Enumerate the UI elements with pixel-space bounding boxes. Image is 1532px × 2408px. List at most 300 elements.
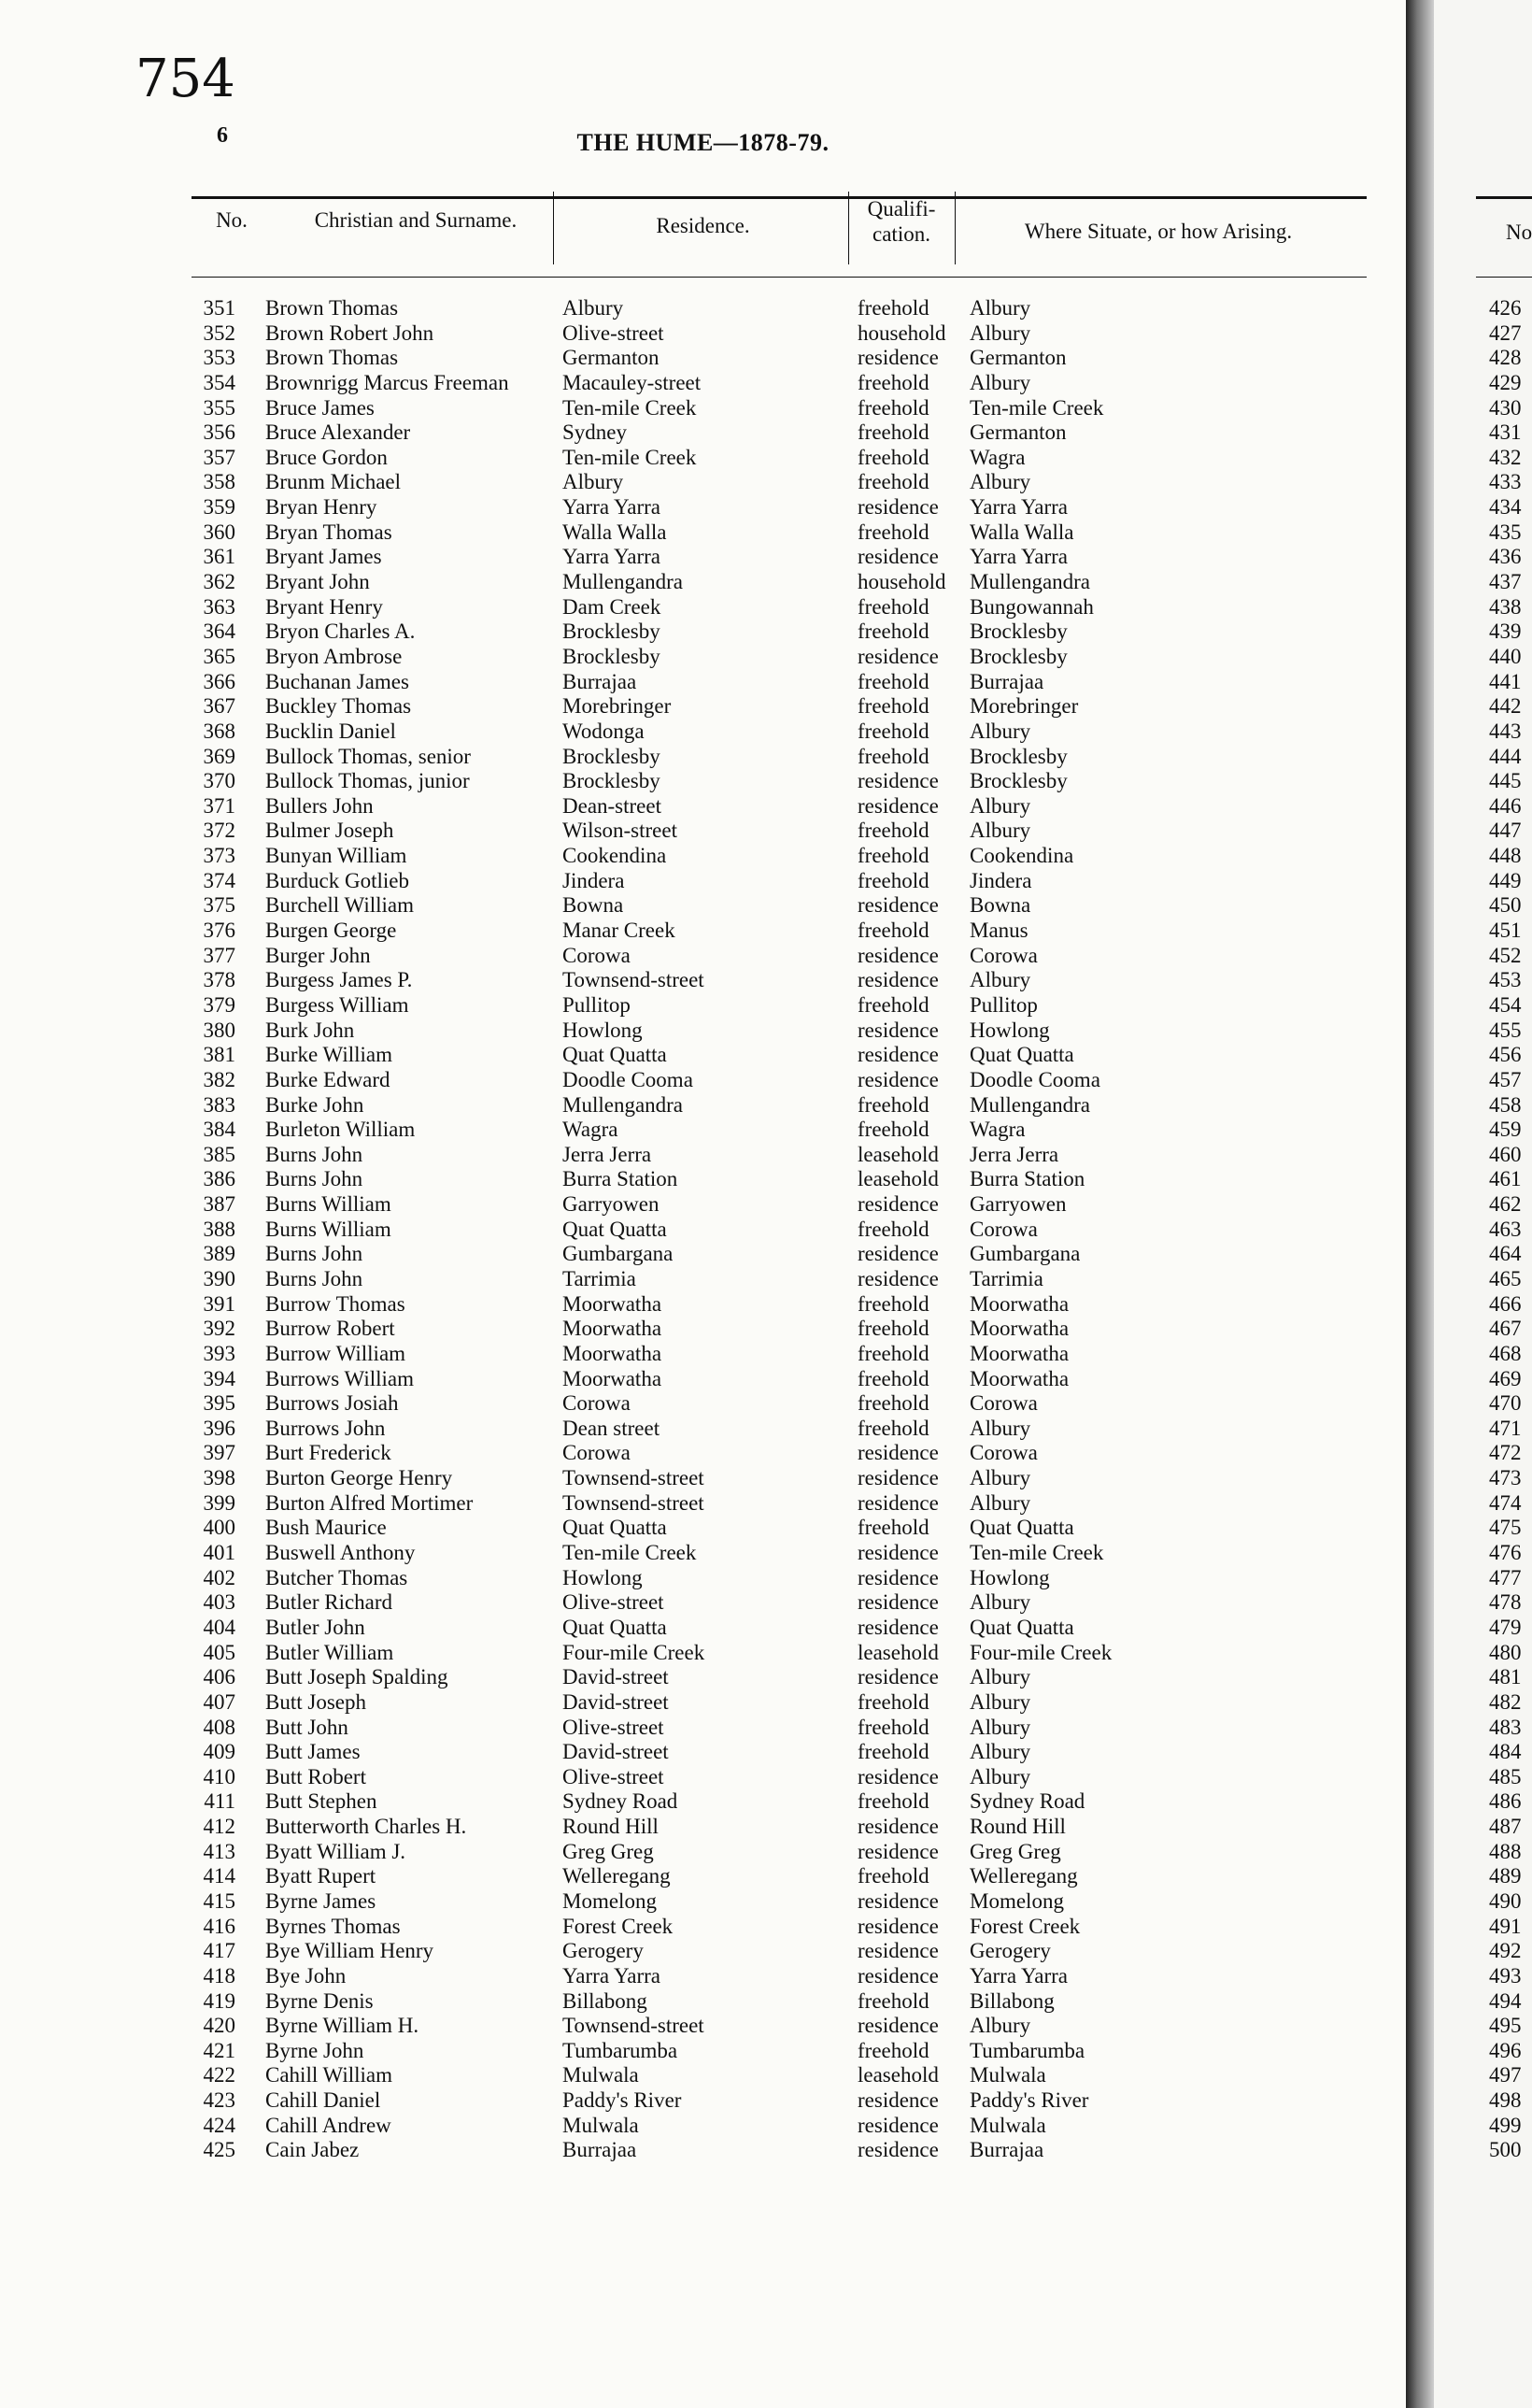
table-row	[0, 495, 1406, 520]
where-situate: Ten-mile Creek	[970, 1541, 1104, 1565]
qualification: freehold	[858, 1317, 929, 1341]
page-number: 6	[217, 123, 228, 148]
qualification: freehold	[858, 296, 929, 320]
where-situate: Garryowen	[970, 1192, 1067, 1217]
entry-number: 404	[203, 1615, 235, 1639]
voter-name: Burduck Gotlieb	[265, 868, 409, 892]
where-situate: Burra Station	[970, 1167, 1085, 1191]
entry-number: 384	[203, 1118, 235, 1142]
voter-name: Burt Frederick	[265, 1441, 391, 1465]
voter-name: Butt John	[265, 1715, 348, 1739]
voter-name: Bryant John	[265, 570, 370, 594]
qualification: residence	[858, 644, 939, 668]
where-situate: Albury	[970, 1764, 1031, 1788]
header-where: Where Situate, or how Arising.	[1024, 220, 1293, 243]
residence: Burrajaa	[562, 2138, 637, 2162]
adjacent-entry-number: 492	[1489, 1939, 1522, 1963]
header-no: No.	[216, 208, 248, 232]
entry-number: 380	[203, 1018, 235, 1042]
column-divider	[848, 192, 849, 264]
voter-name: Bye John	[265, 1963, 347, 1988]
where-situate: Albury	[970, 1490, 1031, 1515]
voter-name: Burton George Henry	[265, 1466, 453, 1490]
qualification: freehold	[858, 669, 929, 693]
voter-name: Burgess James P.	[265, 968, 413, 992]
qualification: leasehold	[858, 1167, 939, 1191]
voter-name: Butcher Thomas	[265, 1565, 408, 1589]
entry-number: 416	[203, 1914, 235, 1938]
entry-number: 397	[203, 1441, 235, 1465]
table-row	[0, 570, 1406, 595]
entry-number: 425	[203, 2138, 235, 2162]
entry-number: 411	[204, 1789, 235, 1814]
residence: Sydney Road	[562, 1789, 678, 1814]
where-situate: Corowa	[970, 1391, 1038, 1416]
where-situate: Wagra	[970, 445, 1026, 469]
residence: Four-mile Creek	[562, 1640, 705, 1664]
where-situate: Albury	[970, 321, 1031, 345]
where-situate: Albury	[970, 968, 1031, 992]
entry-number: 356	[203, 420, 235, 445]
voter-name: Bryan Henry	[265, 495, 377, 520]
residence: Garryowen	[562, 1192, 660, 1217]
entry-number: 418	[203, 1963, 235, 1988]
where-situate: Gerogery	[970, 1939, 1051, 1963]
qualification: freehold	[858, 1092, 929, 1117]
adjacent-entry-number: 443	[1489, 719, 1522, 743]
residence: Macauley-street	[562, 370, 702, 394]
table-row	[0, 1466, 1406, 1491]
qualification: freehold	[858, 2038, 929, 2062]
residence: Quat Quatta	[562, 1516, 667, 1540]
adjacent-entry-number: 438	[1489, 594, 1522, 619]
qualification: residence	[858, 943, 939, 967]
table-row	[0, 1939, 1406, 1964]
qualification: residence	[858, 793, 939, 818]
qualification: residence	[858, 346, 939, 370]
adjacent-entry-number: 465	[1489, 1266, 1522, 1290]
where-situate: Howlong	[970, 1565, 1050, 1589]
residence: Pullitop	[562, 992, 631, 1017]
qualification: freehold	[858, 844, 929, 868]
entry-number: 419	[203, 1988, 235, 2013]
table-row	[0, 2088, 1406, 2114]
voter-name: Burton Alfred Mortimer	[265, 1490, 474, 1515]
entry-number: 383	[203, 1092, 235, 1117]
entry-number: 370	[203, 769, 235, 793]
voter-name: Cahill Andrew	[265, 2113, 391, 2137]
entry-number: 362	[203, 570, 235, 594]
qualification: freehold	[858, 420, 929, 445]
qualification: freehold	[858, 594, 929, 619]
adjacent-entry-number: 466	[1489, 1291, 1522, 1316]
entry-number: 415	[203, 1889, 235, 1913]
residence: Round Hill	[562, 1815, 659, 1839]
qualification: residence	[858, 2113, 939, 2137]
where-situate: Mullengandra	[970, 570, 1091, 594]
table-row	[0, 745, 1406, 770]
residence: Wagra	[562, 1118, 618, 1142]
residence: Ten-mile Creek	[562, 445, 697, 469]
adjacent-entry-number: 458	[1489, 1092, 1522, 1117]
voter-name: Byatt Rupert	[265, 1864, 376, 1888]
voter-name: Bruce Gordon	[265, 445, 388, 469]
residence: Olive-street	[562, 1715, 664, 1739]
adjacent-entry-number: 495	[1489, 2014, 1522, 2038]
table-row	[0, 1690, 1406, 1716]
qualification: residence	[858, 1889, 939, 1913]
voter-name: Bryon Charles A.	[265, 620, 416, 644]
table-row	[0, 1391, 1406, 1417]
adjacent-entry-number: 444	[1489, 744, 1522, 768]
adjacent-entry-number: 464	[1489, 1242, 1522, 1266]
entry-number: 386	[203, 1167, 235, 1191]
table-row	[0, 1541, 1406, 1566]
residence: Moorwatha	[562, 1341, 662, 1365]
residence: Mullengandra	[562, 570, 684, 594]
entry-number: 352	[203, 321, 235, 345]
table-row	[0, 769, 1406, 794]
entry-number: 390	[203, 1266, 235, 1290]
entry-number: 379	[203, 992, 235, 1017]
adjacent-entry-number: 500	[1489, 2138, 1522, 2162]
where-situate: Howlong	[970, 1018, 1050, 1042]
adjacent-entry-number: 471	[1489, 1416, 1522, 1440]
voter-name: Burger John	[265, 943, 371, 967]
table-row	[0, 1118, 1406, 1143]
voter-name: Burrow Thomas	[265, 1291, 405, 1316]
voter-name: Bryant Henry	[265, 594, 383, 619]
qualification: freehold	[858, 1715, 929, 1739]
residence: Moorwatha	[562, 1291, 662, 1316]
table-row	[0, 1765, 1406, 1790]
adjacent-entry-number: 439	[1489, 620, 1522, 644]
adjacent-entry-number: 470	[1489, 1391, 1522, 1416]
where-situate: Corowa	[970, 1217, 1038, 1241]
adjacent-header-no: No	[1506, 221, 1532, 244]
table-row	[0, 1342, 1406, 1367]
where-situate: Mulwala	[970, 2113, 1046, 2137]
qualification: freehold	[858, 919, 929, 943]
voter-name: Burchell William	[265, 893, 414, 918]
adjacent-entry-number: 447	[1489, 819, 1522, 843]
folio-stamp: 754	[135, 49, 235, 109]
residence: Townsend-street	[562, 2014, 704, 2038]
adjacent-entry-number: 486	[1489, 1789, 1522, 1814]
voter-name: Butler William	[265, 1640, 394, 1664]
entry-number: 378	[203, 968, 235, 992]
table-row	[0, 1317, 1406, 1342]
where-situate: Greg Greg	[970, 1839, 1061, 1863]
where-situate: Ten-mile Creek	[970, 395, 1104, 420]
table-row	[0, 1864, 1406, 1889]
voter-name: Butt Robert	[265, 1764, 366, 1788]
residence: Quat Quatta	[562, 1615, 667, 1639]
entry-number: 358	[203, 470, 235, 494]
where-situate: Germanton	[970, 346, 1067, 370]
table-row	[0, 720, 1406, 745]
table-row	[0, 1292, 1406, 1318]
where-situate: Albury	[970, 1416, 1031, 1440]
qualification: residence	[858, 1939, 939, 1963]
adjacent-entry-number: 432	[1489, 445, 1522, 469]
where-situate: Moorwatha	[970, 1317, 1070, 1341]
voter-name: Burrows William	[265, 1366, 415, 1390]
table-row	[0, 1716, 1406, 1741]
voter-name: Buchanan James	[265, 669, 409, 693]
residence: Cookendina	[562, 844, 667, 868]
entry-number: 376	[203, 919, 235, 943]
where-situate: Billabong	[970, 1988, 1055, 2013]
adjacent-entry-number: 457	[1489, 1067, 1522, 1091]
voter-name: Burrows John	[265, 1416, 386, 1440]
qualification: residence	[858, 1018, 939, 1042]
residence: Quat Quatta	[562, 1217, 667, 1241]
residence: Germanton	[562, 346, 660, 370]
residence: Yarra Yarra	[562, 545, 660, 569]
adjacent-entry-number: 442	[1489, 694, 1522, 719]
qualification: freehold	[858, 470, 929, 494]
residence: Bowna	[562, 893, 624, 918]
where-situate: Moorwatha	[970, 1291, 1070, 1316]
adjacent-entry-number: 454	[1489, 992, 1522, 1017]
qualification: freehold	[858, 744, 929, 768]
qualification: residence	[858, 1441, 939, 1465]
qualification: residence	[858, 1192, 939, 1217]
voter-name: Bryan Thomas	[265, 520, 392, 544]
where-situate: Albury	[970, 2014, 1031, 2038]
voter-name: Burleton William	[265, 1118, 416, 1142]
register-rows	[0, 296, 1406, 2163]
qualification: freehold	[858, 719, 929, 743]
header-qualification: Qualifi-cation.	[867, 197, 936, 246]
table-row	[0, 1192, 1406, 1218]
entry-number: 364	[203, 620, 235, 644]
table-row	[0, 1566, 1406, 1591]
where-situate: Jindera	[970, 868, 1032, 892]
where-situate: Wagra	[970, 1118, 1026, 1142]
adjacent-entry-number: 496	[1489, 2038, 1522, 2062]
adjacent-entry-number: 436	[1489, 545, 1522, 569]
adjacent-entry-number: 467	[1489, 1317, 1522, 1341]
table-row	[0, 1417, 1406, 1442]
residence: Townsend-street	[562, 1466, 704, 1490]
where-situate: Manus	[970, 919, 1028, 943]
residence: Moorwatha	[562, 1366, 662, 1390]
entry-number: 361	[203, 545, 235, 569]
voter-name: Buswell Anthony	[265, 1541, 416, 1565]
residence: Gerogery	[562, 1939, 644, 1963]
where-situate: Quat Quatta	[970, 1043, 1074, 1067]
where-situate: Doodle Cooma	[970, 1067, 1100, 1091]
table-row	[0, 520, 1406, 546]
voter-name: Butterworth Charles H.	[265, 1815, 467, 1839]
entry-number: 403	[203, 1590, 235, 1615]
voter-name: Butler John	[265, 1615, 365, 1639]
where-situate: Tumbarumba	[970, 2038, 1085, 2062]
table-row	[0, 620, 1406, 645]
adjacent-entry-number: 452	[1489, 943, 1522, 967]
qualification: freehold	[858, 1217, 929, 1241]
adjacent-entry-number: 441	[1489, 669, 1522, 693]
residence: David-street	[562, 1665, 669, 1689]
qualification: residence	[858, 495, 939, 520]
entry-number: 424	[203, 2113, 235, 2137]
entry-number: 355	[203, 395, 235, 420]
where-situate: Albury	[970, 1689, 1031, 1714]
qualification: residence	[858, 1665, 939, 1689]
qualification: freehold	[858, 395, 929, 420]
adjacent-entry-number: 429	[1489, 370, 1522, 394]
residence: Brocklesby	[562, 744, 660, 768]
adjacent-entry-number: 463	[1489, 1217, 1522, 1241]
qualification: freehold	[858, 1391, 929, 1416]
voter-name: Burns John	[265, 1266, 363, 1290]
where-situate: Bungowannah	[970, 594, 1094, 619]
table-row	[0, 1616, 1406, 1641]
table-row	[0, 1218, 1406, 1243]
entry-number: 408	[203, 1715, 235, 1739]
qualification: residence	[858, 1963, 939, 1988]
voter-name: Burns John	[265, 1242, 363, 1266]
entry-number: 363	[203, 594, 235, 619]
voter-name: Byrne William H.	[265, 2014, 419, 2038]
residence: Yarra Yarra	[562, 495, 660, 520]
where-situate: Corowa	[970, 1441, 1038, 1465]
where-situate: Cookendina	[970, 844, 1074, 868]
entry-number: 406	[203, 1665, 235, 1689]
entry-number: 374	[203, 868, 235, 892]
voter-name: Bryant James	[265, 545, 382, 569]
where-situate: Sydney Road	[970, 1789, 1085, 1814]
residence: Burra Station	[562, 1167, 678, 1191]
header-name: Christian and Surname.	[314, 208, 518, 232]
where-situate: Albury	[970, 819, 1031, 843]
table-row	[0, 1740, 1406, 1765]
voter-name: Byatt William J.	[265, 1839, 406, 1863]
where-situate: Albury	[970, 1665, 1031, 1689]
qualification: residence	[858, 1490, 939, 1515]
residence: Brocklesby	[562, 769, 660, 793]
table-row	[0, 1590, 1406, 1616]
residence: Townsend-street	[562, 968, 704, 992]
adjacent-entry-number: 451	[1489, 919, 1522, 943]
entry-number: 414	[203, 1864, 235, 1888]
residence: Ten-mile Creek	[562, 395, 697, 420]
residence: Paddy's River	[562, 2088, 682, 2113]
voter-name: Butt James	[265, 1740, 361, 1764]
qualification: residence	[858, 1565, 939, 1589]
entry-number: 371	[203, 793, 235, 818]
qualification: freehold	[858, 1366, 929, 1390]
entry-number: 367	[203, 694, 235, 719]
residence: Momelong	[562, 1889, 657, 1913]
table-row	[0, 1989, 1406, 2015]
voter-name: Burke John	[265, 1092, 364, 1117]
qualification: freehold	[858, 1689, 929, 1714]
table-row	[0, 1019, 1406, 1044]
table-row	[0, 1167, 1406, 1192]
voter-name: Brown Robert John	[265, 321, 434, 345]
residence: Billabong	[562, 1988, 647, 2013]
page-title: THE HUME—1878-79.	[576, 129, 830, 156]
adjacent-entry-number: 478	[1489, 1590, 1522, 1615]
table-row	[0, 1840, 1406, 1865]
voter-name: Buckley Thomas	[265, 694, 412, 719]
adjacent-entry-number: 462	[1489, 1192, 1522, 1217]
where-situate: Quat Quatta	[970, 1516, 1074, 1540]
table-row	[0, 1516, 1406, 1541]
residence: Wodonga	[562, 719, 645, 743]
residence: Corowa	[562, 1441, 631, 1465]
residence: Howlong	[562, 1018, 643, 1042]
where-situate: Pullitop	[970, 992, 1038, 1017]
adjacent-entry-number: 461	[1489, 1167, 1522, 1191]
table-row	[0, 794, 1406, 819]
qualification: residence	[858, 893, 939, 918]
residence: Dam Creek	[562, 594, 661, 619]
where-situate: Brocklesby	[970, 769, 1068, 793]
entry-number: 422	[203, 2063, 235, 2087]
table-row	[0, 1964, 1406, 1989]
where-situate: Four-mile Creek	[970, 1640, 1113, 1664]
where-situate: Round Hill	[970, 1815, 1066, 1839]
adjacent-entry-number: 446	[1489, 793, 1522, 818]
adjacent-entry-number: 476	[1489, 1541, 1522, 1565]
where-situate: Yarra Yarra	[970, 495, 1068, 520]
where-situate: Gumbargana	[970, 1242, 1081, 1266]
adjacent-entry-number: 497	[1489, 2063, 1522, 2087]
qualification: residence	[858, 1839, 939, 1863]
entry-number: 399	[203, 1490, 235, 1515]
where-situate: Burrajaa	[970, 669, 1044, 693]
entry-number: 410	[203, 1764, 235, 1788]
table-row	[0, 944, 1406, 969]
adjacent-entry-number: 433	[1489, 470, 1522, 494]
adjacent-entry-number: 456	[1489, 1043, 1522, 1067]
qualification: freehold	[858, 370, 929, 394]
where-situate: Albury	[970, 370, 1031, 394]
residence: Yarra Yarra	[562, 1963, 660, 1988]
entry-number: 391	[203, 1291, 235, 1316]
residence: Olive-street	[562, 321, 664, 345]
entry-number: 400	[203, 1516, 235, 1540]
where-situate: Yarra Yarra	[970, 545, 1068, 569]
where-situate: Corowa	[970, 943, 1038, 967]
where-situate: Bowna	[970, 893, 1031, 918]
voter-name: Burgess William	[265, 992, 409, 1017]
qualification: leasehold	[858, 1640, 939, 1664]
voter-name: Burke William	[265, 1043, 392, 1067]
qualification: residence	[858, 1541, 939, 1565]
voter-name: Bruce Alexander	[265, 420, 411, 445]
table-row	[0, 1242, 1406, 1267]
column-divider	[955, 192, 956, 264]
where-situate: Jerra Jerra	[970, 1142, 1059, 1166]
qualification: freehold	[858, 445, 929, 469]
adjacent-entry-number: 482	[1489, 1689, 1522, 1714]
where-situate: Yarra Yarra	[970, 1963, 1068, 1988]
voter-name: Byrne John	[265, 2038, 364, 2062]
voter-name: Byrnes Thomas	[265, 1914, 401, 1938]
entry-number: 375	[203, 893, 235, 918]
table-row	[0, 968, 1406, 993]
adjacent-entry-number: 483	[1489, 1715, 1522, 1739]
voter-name: Butt Joseph Spalding	[265, 1665, 448, 1689]
table-row	[0, 1093, 1406, 1119]
table-row	[0, 2138, 1406, 2163]
adjacent-entry-number: 499	[1489, 2113, 1522, 2137]
